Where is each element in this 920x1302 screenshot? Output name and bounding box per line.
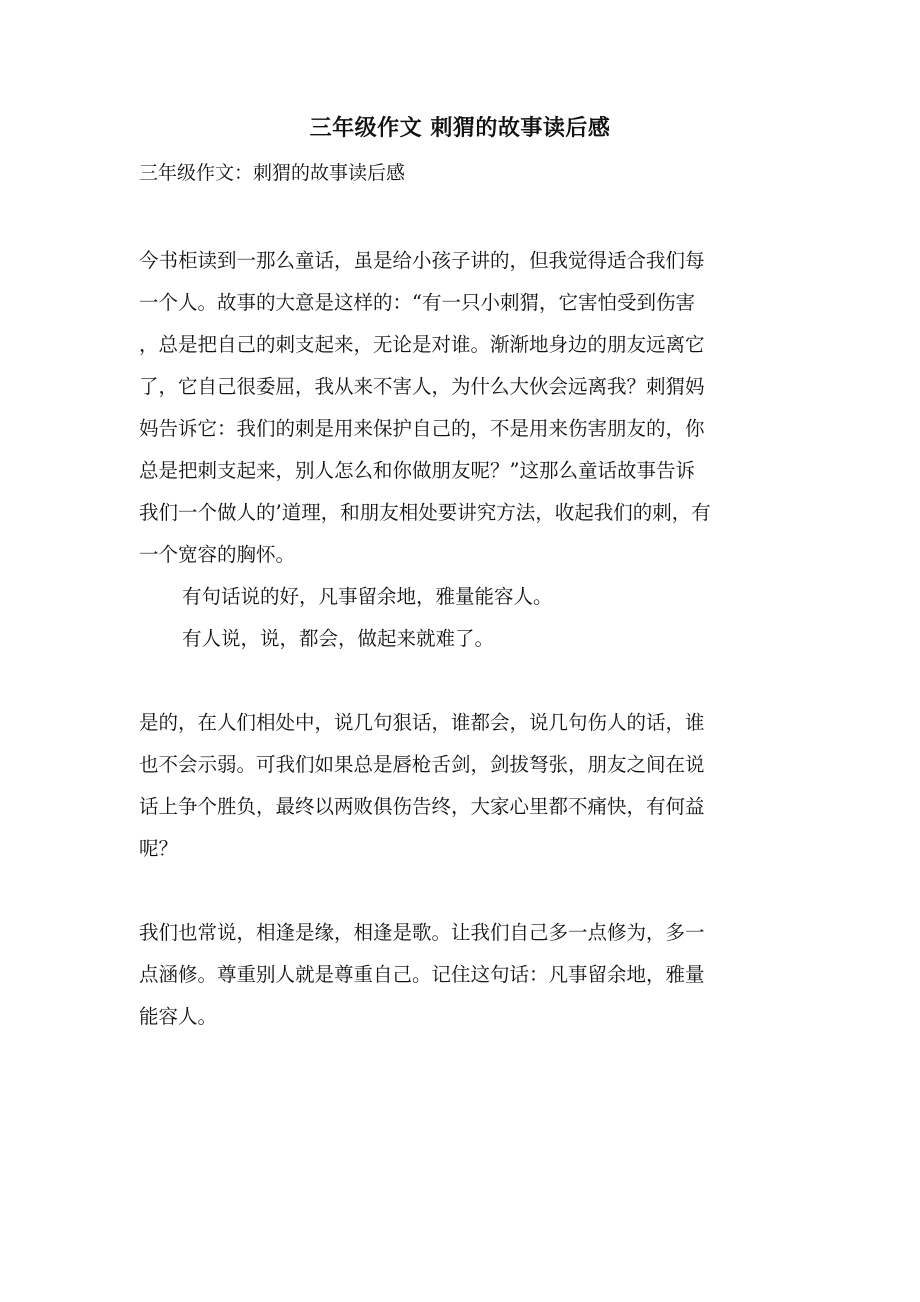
paragraph-line: 一个人。故事的大意是这样的：“有一只小刺猬，它害怕受到伤害 [139,291,695,314]
paragraph-line: 妈告诉它：我们的刺是用来保护自己的，不是用来伤害朋友的，你 [139,417,705,440]
document-subtitle: 三年级作文：刺猬的故事读后感 [139,162,406,184]
paragraph-line: 有人说，说，都会，做起来就难了。 [182,627,495,650]
paragraph-line: 一个宽容的胸怀。 [139,543,296,566]
paragraph-conclusion [139,912,779,1038]
paragraph-line: 也不会示弱。可我们如果总是唇枪舌剑，剑拔弩张，朋友之间在说 [139,753,705,776]
paragraph-line: 有句话说的好，凡事留余地，雅量能容人。 [182,585,553,608]
paragraph-story [139,240,779,576]
paragraph-line: 是的，在人们相处中，说几句狠话，谁都会，说几句伤人的话，谁 [139,711,705,734]
paragraph-easier-said [182,618,822,660]
paragraph-line: 话上争个胜负，最终以两败俱伤告终，大家心里都不痛快，有何益 [139,795,705,818]
paragraph-line: 点涵修。尊重别人就是尊重自己。记住这句话：凡事留余地，雅量 [139,963,705,986]
paragraph-line: ，总是把自己的刺支起来，无论是对谁。渐渐地身边的朋友远离它 [139,333,705,356]
paragraph-line: 呢？ [139,837,179,860]
paragraph-line: 今书柜读到一那么童话，虽是给小孩子讲的，但我觉得适合我们每 [139,249,705,272]
paragraph-getting-along [139,702,779,870]
paragraph-line: 总是把刺支起来，别人怎么和你做朋友呢？”这那么童话故事告诉 [139,459,695,482]
paragraph-saying [182,576,822,618]
document-title: 三年级作文 刺猬的故事读后感 [309,115,611,141]
paragraph-line: 了，它自己很委屈，我从来不害人，为什么大伙会远离我？刺猬妈 [139,375,705,398]
paragraph-line: 我们也常说，相逢是缘，相逢是歌。让我们自己多一点修为，多一 [139,921,705,944]
paragraph-line: 能容人。 [139,1005,218,1028]
paragraph-line: 我们一个做人的’道理，和朋友相处要讲究方法，收起我们的刺，有 [139,501,711,524]
